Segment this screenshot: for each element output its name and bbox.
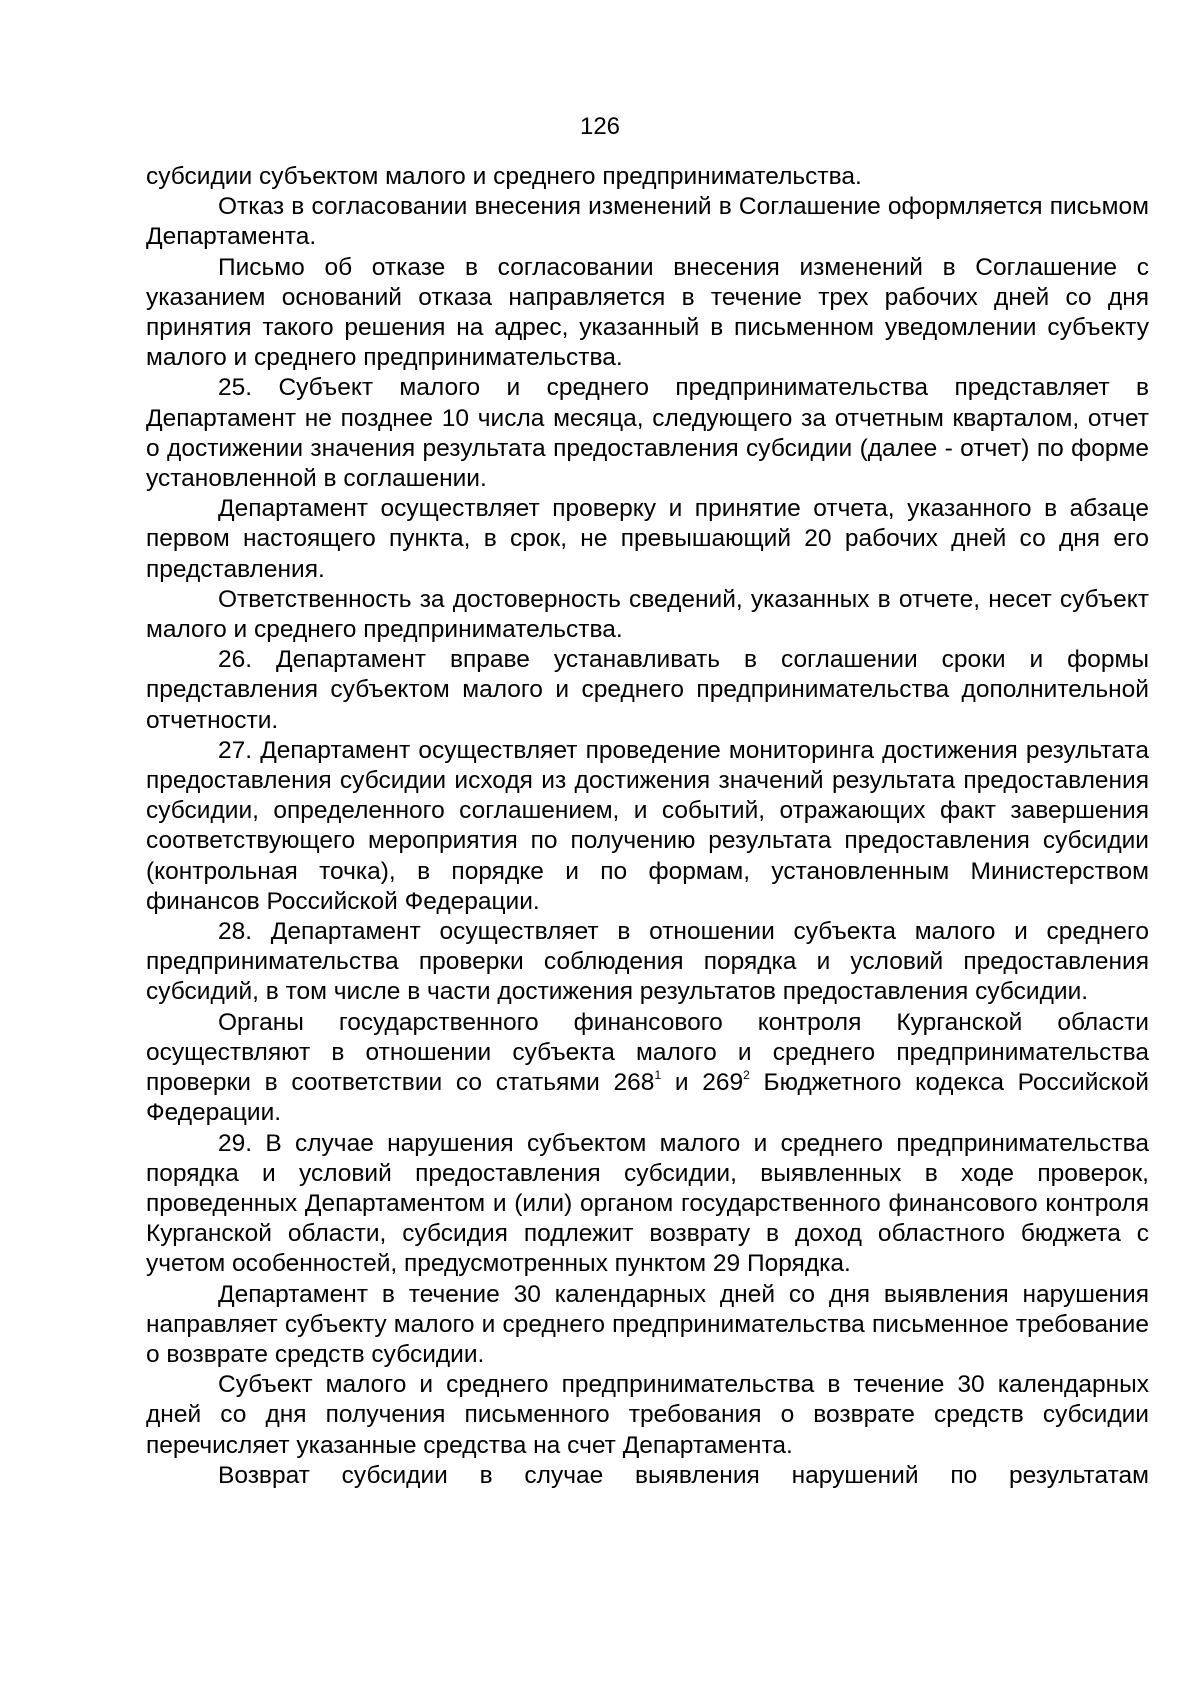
paragraph-item-25: 25. Субъект малого и среднего предпринимательства представляет в Департамент не позднее 10 числа месяца, следующего за отчетным кварталом, отчет о достижении значения результата предоставления субсидии (далее - отчет) по форме установленной в соглашении. xyxy=(146,374,1149,493)
paragraph: Субъект малого и среднего предпринимательства в течение 30 календарных дней со дня получения письменного требования о возврате средств субсидии перечисляет указанные средства на счет Департамента. xyxy=(146,1371,1149,1459)
paragraph: Письмо об отказе в согласовании внесения изменений в Соглашение с указанием оснований отказа направляется в течение трех рабочих дней со дня принятия такого решения на адрес, указанный в письменном уведомлении субъекту малого и среднего предпринимательства. xyxy=(146,253,1149,372)
page-number: 126 xyxy=(579,113,621,140)
paragraph-item-27: 27. Департамент осуществляет проведение мониторинга достижения результата предоставления субсидии исходя из достижения значений результата предоставления субсидии, определенного соглашением, и событий, отражающих факт завершения соответствующего мероприятия по получению результата предоставления субсидии (контрольная точка), в порядке и по формам, установленным Министерством финансов Российской Федерации. xyxy=(146,736,1149,915)
paragraph: Департамент в течение 30 календарных дней со дня выявления нарушения направляет субъекту малого и среднего предпринимательства письменное требование о возврате средств субсидии. xyxy=(146,1280,1149,1368)
text-fragment: Бюджетного кодекса Российской Федерации. xyxy=(146,1069,1149,1127)
paragraph: Возврат субсидии в случае выявления нарушений по результатам xyxy=(218,1461,1149,1489)
paragraph: Ответственность за достоверность сведений, указанных в отчете, несет субъект малого и среднего предпринимательства. xyxy=(146,585,1149,644)
superscript: 1 xyxy=(654,1068,662,1083)
document-body xyxy=(146,162,1149,1491)
paragraph-item-26: 26. Департамент вправе устанавливать в соглашении сроки и формы представления субъектом малого и среднего предпринимательства дополнительной отчетности. xyxy=(146,646,1149,734)
paragraph: Отказ в согласовании внесения изменений в Соглашение оформляется письмом Департамента. xyxy=(146,193,1149,251)
paragraph-item-28: 28. Департамент осуществляет в отношении субъекта малого и среднего предпринимательства проверки соблюдения порядка и условий предоставления субсидий, в том числе в части достижения результатов предоставления субсидии. xyxy=(146,918,1149,1006)
text-fragment: и 269 xyxy=(661,1069,744,1097)
paragraph-financial-control xyxy=(146,1008,1149,1129)
paragraph: Департамент осуществляет проверку и принятие отчета, указанного в абзаце первом настоящего пункта, в срок, не превышающий 20 рабочих дней со дня его представления. xyxy=(146,495,1149,583)
text-fragment: Органы государственного финансового контроля Курганской области осуществляют в отношении субъекта малого и среднего предпринимательства проверки в соответствии со статьями 268 xyxy=(146,1008,1149,1097)
superscript: 2 xyxy=(743,1068,750,1083)
paragraph-item-29: 29. В случае нарушения субъектом малого и среднего предпринимательства порядка и условий предоставления субсидии, выявленных в ходе проверок, проведенных Департаментом и (или) органом государственного финансового контроля Курганской области, субсидия подлежит возврату в доход областного бюджета с учетом особенностей, предусмотренных пунктом 29 Порядка. xyxy=(146,1129,1149,1278)
paragraph: субсидии субъектом малого и среднего предпринимательства. xyxy=(146,163,862,190)
